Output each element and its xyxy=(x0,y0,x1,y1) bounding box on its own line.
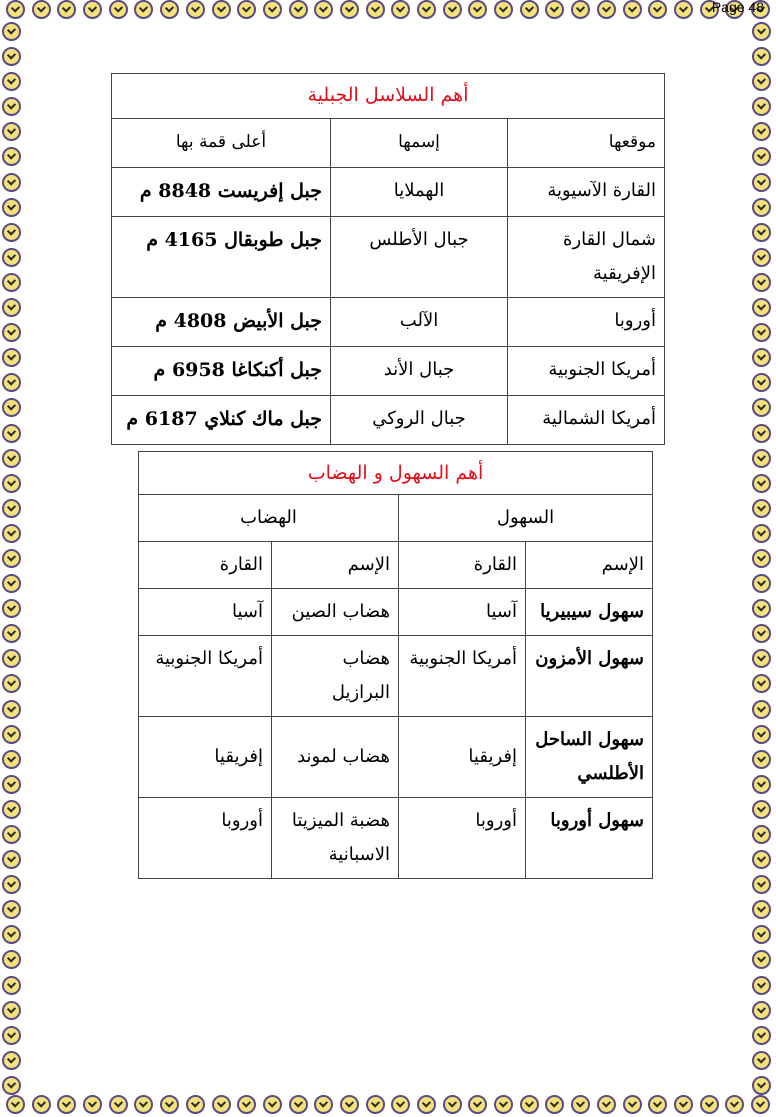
clock-coin-icon xyxy=(648,0,667,19)
clock-coin-icon xyxy=(2,173,21,192)
clock-coin-icon xyxy=(109,0,128,19)
clock-coin-icon xyxy=(2,47,21,66)
clock-coin-icon xyxy=(752,524,771,543)
clock-coin-icon xyxy=(545,0,564,19)
clock-coin-icon xyxy=(186,0,205,19)
clock-coin-icon xyxy=(571,0,590,19)
clock-coin-icon xyxy=(752,72,771,91)
clock-coin-icon xyxy=(2,549,21,568)
clock-coin-icon xyxy=(752,323,771,342)
clock-coin-icon xyxy=(752,1076,771,1095)
clock-coin-icon xyxy=(366,1095,385,1114)
clock-coin-icon xyxy=(2,122,21,141)
plains-table xyxy=(138,451,653,879)
clock-coin-icon xyxy=(752,398,771,417)
table-row xyxy=(139,636,653,717)
clock-coin-icon xyxy=(623,0,642,19)
table-row xyxy=(112,298,665,347)
clock-coin-icon xyxy=(366,0,385,19)
table-row xyxy=(112,168,665,217)
clock-coin-icon xyxy=(289,0,308,19)
plateau-name: هضبة الميزيتا الاسبانية xyxy=(272,798,399,879)
clock-coin-icon xyxy=(752,1026,771,1045)
clock-coin-icon xyxy=(752,1051,771,1070)
clock-coin-icon xyxy=(263,1095,282,1114)
table-row xyxy=(139,717,653,798)
clock-coin-icon xyxy=(752,424,771,443)
clock-coin-icon xyxy=(752,1001,771,1020)
plateau-name: هضاب لموند xyxy=(272,717,399,798)
mountains-table xyxy=(111,73,665,445)
clock-coin-icon xyxy=(237,0,256,19)
clock-coin-icon xyxy=(752,649,771,668)
clock-coin-icon xyxy=(752,725,771,744)
clock-coin-icon xyxy=(752,750,771,769)
clock-coin-icon xyxy=(752,198,771,217)
clock-coin-icon xyxy=(2,976,21,995)
clock-coin-icon xyxy=(674,1095,693,1114)
col-plain-name: الإسم xyxy=(526,542,653,589)
clock-coin-icon xyxy=(2,323,21,342)
header-name: إسمها xyxy=(331,119,508,168)
clock-coin-icon xyxy=(2,700,21,719)
clock-coin-icon xyxy=(2,223,21,242)
clock-coin-icon xyxy=(443,1095,462,1114)
border-top xyxy=(0,0,776,22)
clock-coin-icon xyxy=(2,97,21,116)
plain-continent: إفريقيا xyxy=(399,717,526,798)
plateau-continent: إفريقيا xyxy=(139,717,272,798)
border-left xyxy=(2,22,24,1095)
plateau-name: هضاب الصين xyxy=(272,589,399,636)
clock-coin-icon xyxy=(2,599,21,618)
clock-coin-icon xyxy=(752,800,771,819)
clock-coin-icon xyxy=(212,0,231,19)
row-location: شمال القارة الإفريقية xyxy=(508,217,665,298)
row-peak: جبل طوبقال 4165 م xyxy=(112,217,331,298)
clock-coin-icon xyxy=(2,875,21,894)
row-location: أمريكا الشمالية xyxy=(508,396,665,445)
clock-coin-icon xyxy=(340,0,359,19)
row-location: أوروبا xyxy=(508,298,665,347)
clock-coin-icon xyxy=(468,0,487,19)
clock-coin-icon xyxy=(2,273,21,292)
clock-coin-icon xyxy=(752,97,771,116)
clock-coin-icon xyxy=(725,1095,744,1114)
table-row xyxy=(112,217,665,298)
plateau-continent: آسيا xyxy=(139,589,272,636)
clock-coin-icon xyxy=(2,72,21,91)
clock-coin-icon xyxy=(57,1095,76,1114)
plain-continent: آسيا xyxy=(399,589,526,636)
clock-coin-icon xyxy=(752,348,771,367)
clock-coin-icon xyxy=(83,1095,102,1114)
clock-coin-icon xyxy=(109,1095,128,1114)
row-name: الهملايا xyxy=(331,168,508,217)
clock-coin-icon xyxy=(2,825,21,844)
row-peak: جبل ماك كنلاي 6187 م xyxy=(112,396,331,445)
table-row xyxy=(112,396,665,445)
clock-coin-icon xyxy=(263,0,282,19)
col-plain-continent: القارة xyxy=(399,542,526,589)
clock-coin-icon xyxy=(752,248,771,267)
clock-coin-icon xyxy=(57,0,76,19)
plain-name: سهول سيبيريا xyxy=(526,589,653,636)
clock-coin-icon xyxy=(597,0,616,19)
clock-coin-icon xyxy=(752,499,771,518)
clock-coin-icon xyxy=(2,850,21,869)
row-location: أمريكا الجنوبية xyxy=(508,347,665,396)
clock-coin-icon xyxy=(6,1095,25,1114)
clock-coin-icon xyxy=(134,0,153,19)
clock-coin-icon xyxy=(752,825,771,844)
row-name: الآلب xyxy=(331,298,508,347)
group-plateaus: الهضاب xyxy=(139,495,399,542)
clock-coin-icon xyxy=(623,1095,642,1114)
clock-coin-icon xyxy=(340,1095,359,1114)
clock-coin-icon xyxy=(752,474,771,493)
clock-coin-icon xyxy=(160,1095,179,1114)
clock-coin-icon xyxy=(212,1095,231,1114)
clock-coin-icon xyxy=(700,1095,719,1114)
clock-coin-icon xyxy=(571,1095,590,1114)
clock-coin-icon xyxy=(752,273,771,292)
clock-coin-icon xyxy=(752,875,771,894)
clock-coin-icon xyxy=(134,1095,153,1114)
clock-coin-icon xyxy=(520,0,539,19)
plateau-name: هضاب البرازيل xyxy=(272,636,399,717)
border-bottom xyxy=(0,1095,776,1117)
clock-coin-icon xyxy=(752,775,771,794)
clock-coin-icon xyxy=(752,122,771,141)
clock-coin-icon xyxy=(752,549,771,568)
clock-coin-icon xyxy=(2,900,21,919)
plains-title: أهم السهول و الهضاب xyxy=(139,452,653,495)
clock-coin-icon xyxy=(2,925,21,944)
clock-coin-icon xyxy=(752,298,771,317)
col-plateau-continent: القارة xyxy=(139,542,272,589)
clock-coin-icon xyxy=(32,1095,51,1114)
clock-coin-icon xyxy=(2,424,21,443)
group-plains: السهول xyxy=(399,495,653,542)
clock-coin-icon xyxy=(314,1095,333,1114)
plain-name: سهول الأمزون xyxy=(526,636,653,717)
plain-continent: أمريكا الجنوبية xyxy=(399,636,526,717)
border-right xyxy=(752,22,774,1095)
row-name: جبال الروكي xyxy=(331,396,508,445)
col-plateau-name: الإسم xyxy=(272,542,399,589)
clock-coin-icon xyxy=(32,0,51,19)
clock-coin-icon xyxy=(674,0,693,19)
clock-coin-icon xyxy=(2,398,21,417)
clock-coin-icon xyxy=(2,449,21,468)
clock-coin-icon xyxy=(2,750,21,769)
clock-coin-icon xyxy=(752,976,771,995)
clock-coin-icon xyxy=(2,775,21,794)
clock-coin-icon xyxy=(2,649,21,668)
plateau-continent: أوروبا xyxy=(139,798,272,879)
clock-coin-icon xyxy=(752,173,771,192)
clock-coin-icon xyxy=(752,925,771,944)
clock-coin-icon xyxy=(2,624,21,643)
clock-coin-icon xyxy=(752,373,771,392)
row-name: جبال الأطلس xyxy=(331,217,508,298)
header-peak: أعلى قمة بها xyxy=(112,119,331,168)
clock-coin-icon xyxy=(494,0,513,19)
clock-coin-icon xyxy=(2,725,21,744)
clock-coin-icon xyxy=(2,147,21,166)
clock-coin-icon xyxy=(752,950,771,969)
clock-coin-icon xyxy=(289,1095,308,1114)
plateau-continent: أمريكا الجنوبية xyxy=(139,636,272,717)
clock-coin-icon xyxy=(417,0,436,19)
clock-coin-icon xyxy=(752,624,771,643)
clock-coin-icon xyxy=(2,800,21,819)
clock-coin-icon xyxy=(2,298,21,317)
clock-coin-icon xyxy=(443,0,462,19)
clock-coin-icon xyxy=(2,574,21,593)
clock-coin-icon xyxy=(160,0,179,19)
clock-coin-icon xyxy=(2,1076,21,1095)
clock-coin-icon xyxy=(2,248,21,267)
clock-coin-icon xyxy=(314,0,333,19)
clock-coin-icon xyxy=(468,1095,487,1114)
header-location: موقعها xyxy=(508,119,665,168)
clock-coin-icon xyxy=(2,674,21,693)
clock-coin-icon xyxy=(2,1051,21,1070)
table-row xyxy=(112,347,665,396)
clock-coin-icon xyxy=(751,1095,770,1114)
clock-coin-icon xyxy=(391,1095,410,1114)
row-peak: جبل الأبيض 4808 م xyxy=(112,298,331,347)
clock-coin-icon xyxy=(752,850,771,869)
clock-coin-icon xyxy=(2,22,21,41)
clock-coin-icon xyxy=(752,674,771,693)
page-number: Page 48 xyxy=(711,0,764,15)
clock-coin-icon xyxy=(237,1095,256,1114)
table-row xyxy=(139,798,653,879)
clock-coin-icon xyxy=(520,1095,539,1114)
clock-coin-icon xyxy=(2,474,21,493)
clock-coin-icon xyxy=(752,574,771,593)
clock-coin-icon xyxy=(2,198,21,217)
plain-continent: أوروبا xyxy=(399,798,526,879)
clock-coin-icon xyxy=(752,599,771,618)
clock-coin-icon xyxy=(648,1095,667,1114)
clock-coin-icon xyxy=(2,373,21,392)
clock-coin-icon xyxy=(752,223,771,242)
clock-coin-icon xyxy=(417,1095,436,1114)
clock-coin-icon xyxy=(186,1095,205,1114)
clock-coin-icon xyxy=(494,1095,513,1114)
clock-coin-icon xyxy=(2,524,21,543)
clock-coin-icon xyxy=(2,1026,21,1045)
clock-coin-icon xyxy=(752,47,771,66)
plain-name: سهول الساحل الأطلسي xyxy=(526,717,653,798)
clock-coin-icon xyxy=(597,1095,616,1114)
row-peak: جبل أكنكاغا 6958 م xyxy=(112,347,331,396)
plain-name: سهول أوروبا xyxy=(526,798,653,879)
clock-coin-icon xyxy=(752,700,771,719)
clock-coin-icon xyxy=(2,348,21,367)
row-location: القارة الآسيوية xyxy=(508,168,665,217)
clock-coin-icon xyxy=(752,22,771,41)
clock-coin-icon xyxy=(83,0,102,19)
clock-coin-icon xyxy=(545,1095,564,1114)
clock-coin-icon xyxy=(2,950,21,969)
mountains-title: أهم السلاسل الجبلية xyxy=(112,74,665,119)
clock-coin-icon xyxy=(391,0,410,19)
clock-coin-icon xyxy=(2,499,21,518)
clock-coin-icon xyxy=(752,147,771,166)
row-name: جبال الأند xyxy=(331,347,508,396)
row-peak: جبل إفريست 8848 م xyxy=(112,168,331,217)
clock-coin-icon xyxy=(2,1001,21,1020)
table-row xyxy=(139,589,653,636)
clock-coin-icon xyxy=(6,0,25,19)
clock-coin-icon xyxy=(752,449,771,468)
clock-coin-icon xyxy=(752,900,771,919)
